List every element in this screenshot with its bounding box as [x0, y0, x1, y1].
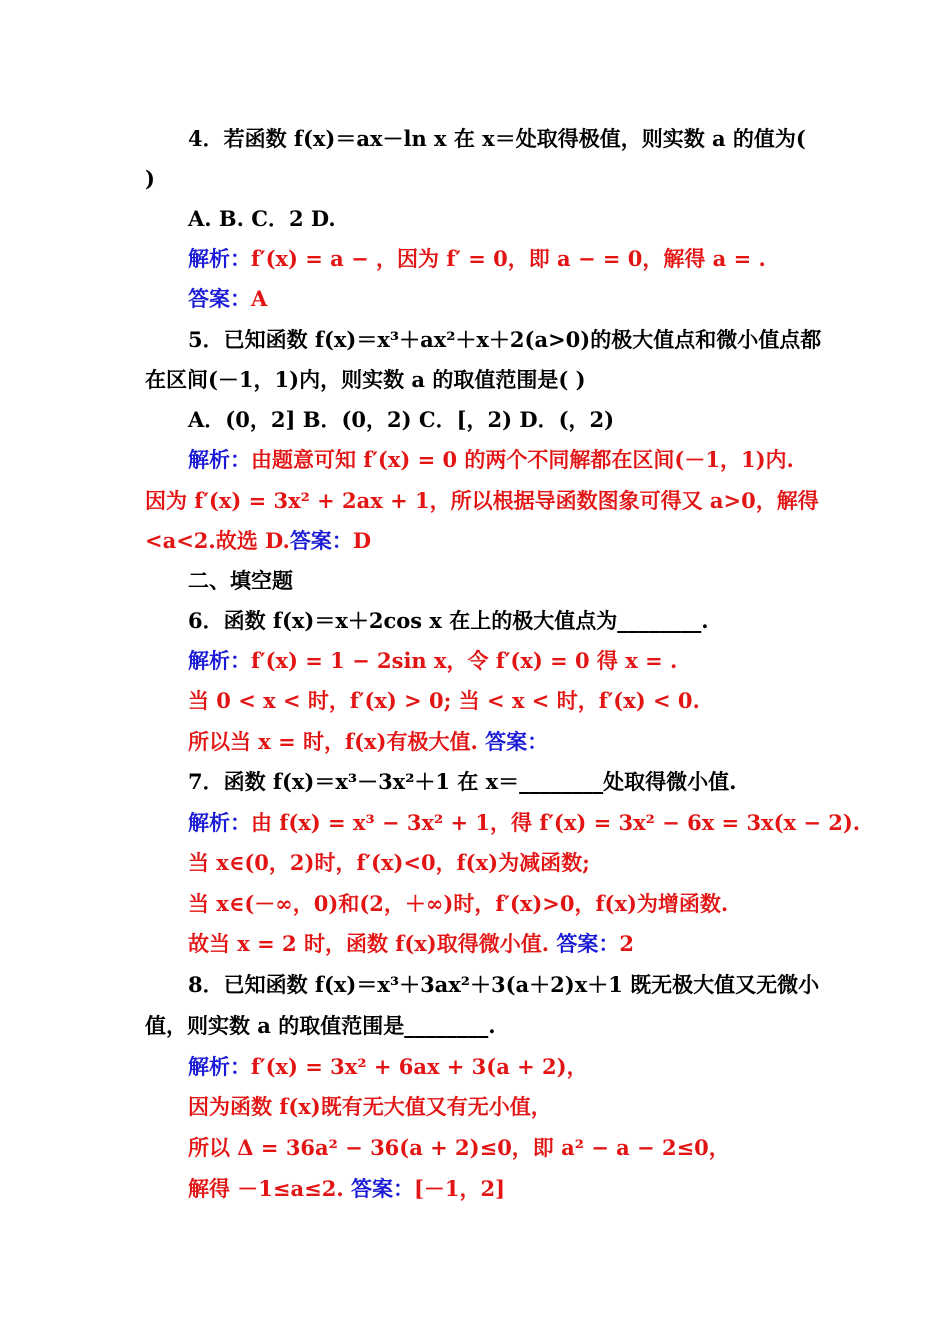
q4-answer-value: A [251, 286, 268, 311]
q7-stem: 7．函数 f(x)＝x³－3x²＋1 在 x＝________处取得微小值. [188, 769, 737, 794]
q4-analysis-text: f′(x) = a − ，因为 f′ = 0，即 a − = 0，解得 a = . [251, 246, 766, 271]
q4-stem-line2: ) [145, 166, 155, 191]
q8-analysis-text1: f′(x) = 3x² + 6ax + 3(a + 2)， [251, 1054, 588, 1079]
q6-analysis-text1: f′(x) = 1 − 2sin x，令 f′(x) = 0 得 x = . [251, 648, 678, 673]
q5-stem-line2: 在区间(－1，1)内，则实数 a 的取值范围是( ) [145, 367, 586, 392]
q6-analysis-line3 [188, 727, 950, 757]
q4-options: A. B. C．2 D. [188, 206, 336, 231]
analysis-label: 解析： [188, 246, 251, 271]
q6-analysis-line2: 当 0 < x < 时，f′(x) > 0; 当 < x < 时，f′(x) < 0. [188, 688, 700, 713]
q4-answer [188, 284, 950, 314]
q6-stem: 6．函数 f(x)＝x＋2cos x 在上的极大值点为________. [188, 608, 709, 633]
q8-analysis-line3: 所以 Δ = 36a² − 36(a + 2)≤0，即 a² − a − 2≤0， [188, 1135, 730, 1160]
q6-analysis-line1 [188, 646, 950, 676]
q5-stem-line1: 5．已知函数 f(x)＝x³＋ax²＋x＋2(a>0)的极大值点和微小值点都 [188, 327, 822, 352]
answer-label: 答案： [289, 528, 353, 553]
q8-stem-line2: 值，则实数 a 的取值范围是________. [145, 1013, 496, 1038]
answer-label: 答案： [188, 286, 251, 311]
analysis-label: 解析： [188, 447, 251, 472]
q7-analysis-text4: 故当 x = 2 时，函数 f(x)取得微小值. [188, 931, 550, 956]
q5-analysis-line3 [145, 526, 950, 556]
analysis-label: 解析： [188, 810, 251, 835]
q7-analysis-line4 [188, 929, 950, 959]
q8-analysis-text4: 解得 －1≤a≤2. [188, 1176, 344, 1201]
analysis-label: 解析： [188, 1054, 251, 1079]
q5-answer-value: D [352, 528, 372, 553]
q8-analysis-line4 [188, 1174, 950, 1204]
q8-answer-value: [－1，2] [413, 1176, 506, 1201]
q5-analysis-line1 [188, 445, 950, 475]
q7-answer-value: 2 [619, 931, 634, 956]
q7-analysis-text1: 由 f(x) = x³ − 3x² + 1，得 f′(x) = 3x² − 6x = 3x(x − 2). [251, 810, 861, 835]
answer-label: 答案： [556, 931, 620, 956]
analysis-label: 解析： [188, 648, 251, 673]
q7-analysis-line1 [188, 808, 950, 838]
q7-analysis-line3: 当 x∈(－∞，0)和(2，＋∞)时，f′(x)>0，f(x)为增函数. [188, 891, 729, 916]
q5-analysis-line2: 因为 f′(x) = 3x² + 2ax + 1，所以根据导函数图象可得又 a>0，解得 [145, 488, 819, 513]
q5-analysis-text1: 由题意可知 f′(x) = 0 的两个不同解都在区间(－1，1)内. [251, 447, 794, 472]
q5-analysis-text3: <a<2.故选 D. [145, 528, 290, 553]
q8-stem-line1: 8．已知函数 f(x)＝x³＋3ax²＋3(a＋2)x＋1 既无极大值又无微小 [188, 972, 820, 997]
section-heading: 二、填空题 [188, 568, 293, 593]
answer-label: 答案： [485, 729, 549, 754]
q5-options: A．(0，2] B．(0，2) C．[，2) D．(，2) [188, 407, 615, 432]
q8-analysis-line2: 因为函数 f(x)既有无大值又有无小值， [188, 1094, 552, 1119]
q7-analysis-line2: 当 x∈(0，2)时，f′(x)<0，f(x)为减函数; [188, 850, 590, 875]
q6-analysis-text3: 所以当 x = 时，f(x)有极大值. [188, 729, 478, 754]
q4-stem-line1: 4．若函数 f(x)＝ax－ln x 在 x＝处取得极值，则实数 a 的值为( [188, 126, 806, 151]
answer-label: 答案： [350, 1176, 414, 1201]
q4-analysis [188, 244, 950, 274]
q8-analysis-line1 [188, 1052, 950, 1082]
